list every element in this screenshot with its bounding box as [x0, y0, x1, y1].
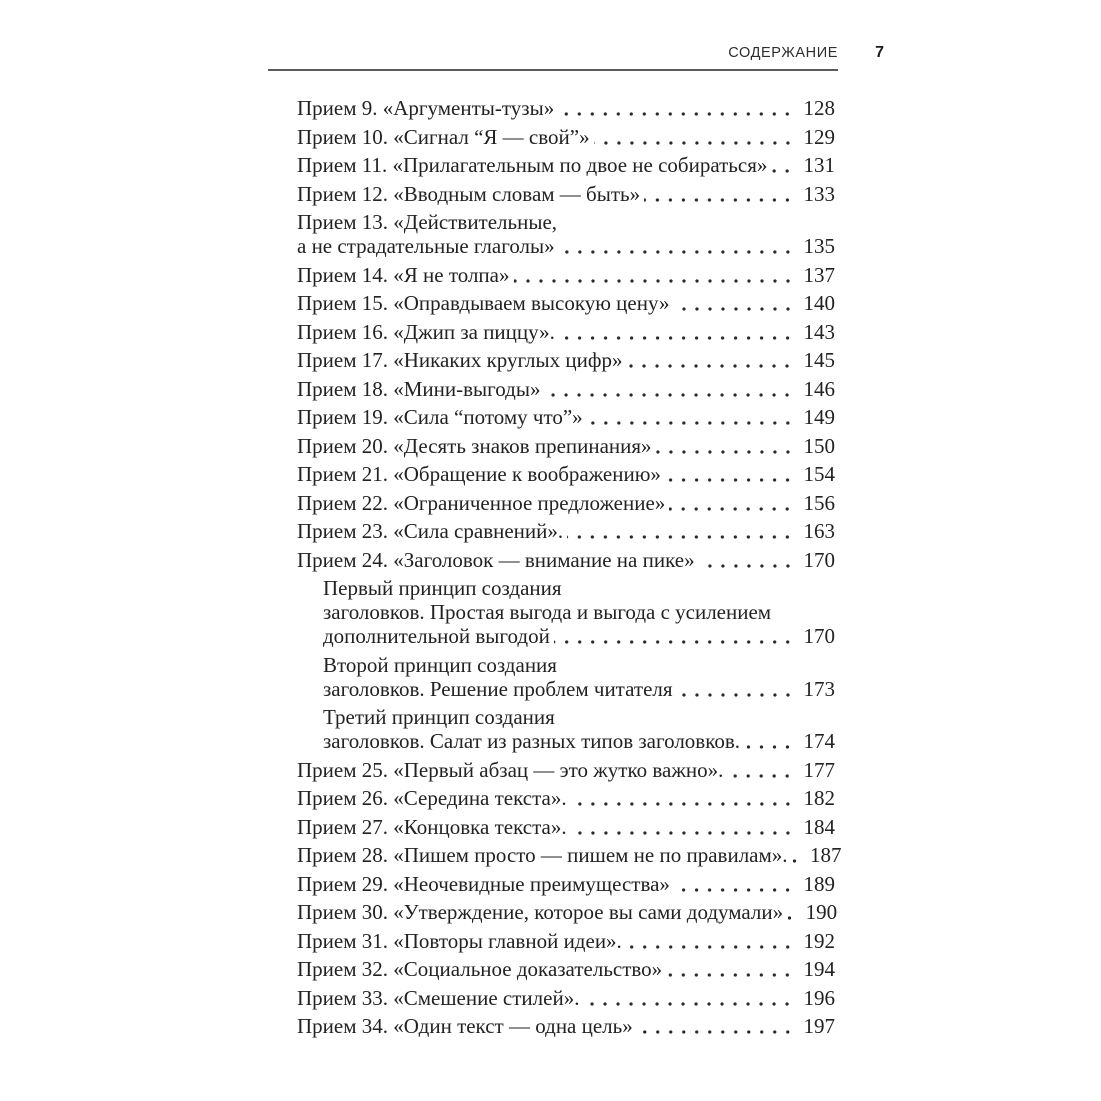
toc-entry-title: дополнительной выгодой: [323, 624, 550, 648]
toc-entry-page: 170: [803, 547, 835, 572]
toc-entry-page: 150: [803, 433, 835, 458]
toc-entry-line: [297, 291, 835, 315]
toc-entry: [297, 758, 835, 782]
toc-entry-line: [297, 182, 835, 206]
toc-entry-page: 177: [803, 757, 835, 782]
toc-entry-page: 156: [803, 490, 835, 515]
toc-entry: [297, 986, 835, 1010]
toc-entry: [297, 125, 835, 149]
toc-entry-page: 190: [805, 900, 838, 924]
dot-leader: [674, 872, 795, 896]
dot-leader: [626, 929, 795, 953]
toc-entry: [297, 576, 835, 648]
toc-entry-title: Прием 28. «Пишем просто — пишем не по правилам».: [297, 843, 788, 867]
toc-entry-title: Прием 22. «Ограниченное предложение»: [297, 490, 666, 515]
toc-entry-line: [297, 758, 835, 782]
toc-entry-page: 194: [803, 957, 835, 981]
toc-entry-page: 163: [803, 519, 835, 543]
dot-leader: [727, 758, 795, 782]
toc-entry-line: Третий принцип создания: [323, 705, 555, 729]
dot-leader: [744, 729, 795, 753]
toc-entry-page: 135: [803, 234, 835, 258]
toc-entry-title: Прием 23. «Сила сравнений».: [297, 519, 564, 543]
toc-entry-title: заголовков. Решение проблем читателя: [323, 676, 673, 701]
toc-entry: [297, 434, 835, 458]
toc-entry-title: Прием 26. «Середина текста».: [297, 786, 567, 810]
toc-entry-line: [297, 491, 835, 515]
toc-entry-page: 170: [803, 624, 835, 648]
toc-entry-line: Второй принцип создания: [323, 652, 557, 677]
toc-entry-title: Прием 9. «Аргументы-тузы»: [297, 96, 555, 120]
toc-entry: [297, 153, 835, 177]
toc-entry: [297, 491, 835, 515]
toc-entry: [297, 1014, 835, 1038]
toc-entry-line: [323, 729, 835, 753]
toc-entry-page: 149: [803, 405, 835, 429]
toc-entry-title: Прием 34. «Один текст — одна цель»: [297, 1014, 633, 1038]
toc-entry-line: [297, 548, 835, 572]
toc-entry-title: Прием 14. «Я не толпа»: [297, 262, 510, 287]
toc-entry-page: 140: [803, 291, 835, 315]
dot-leader: [665, 462, 795, 486]
toc-entry-line: Первый принцип создания: [323, 576, 562, 600]
toc-entry: [297, 843, 842, 867]
running-header-title: СОДЕРЖАНИЕ: [728, 45, 838, 61]
dot-leader: [554, 624, 795, 648]
toc-entry-page: 187: [810, 843, 842, 867]
toc-entry: [297, 377, 835, 401]
toc-entry-line: [297, 786, 835, 810]
running-header: [268, 44, 884, 62]
toc-entry-title: Прием 16. «Джип за пиццу».: [297, 319, 555, 344]
toc-entry: [297, 786, 835, 810]
dot-leader: [567, 519, 795, 543]
toc-entry: [297, 96, 835, 120]
toc-entry-page: 184: [803, 814, 835, 839]
toc-entry: [297, 957, 835, 981]
toc-entry-page: 196: [803, 985, 835, 1010]
toc-entry-line: [297, 96, 835, 120]
toc-entry-line: [297, 957, 835, 981]
toc-entry-line: [297, 405, 835, 429]
toc-entry: [297, 263, 835, 287]
dot-leader: [626, 348, 795, 372]
dot-leader: [559, 234, 795, 258]
toc-entry-title: Прием 32. «Социальное доказательство»: [297, 957, 663, 981]
toc-entry-line: [297, 872, 835, 896]
dot-leader: [699, 548, 795, 572]
toc-entry: [297, 929, 835, 953]
toc-entry-line: [297, 900, 838, 924]
dot-leader: [559, 320, 795, 344]
dot-leader: [583, 986, 795, 1010]
toc-entry-title: Прием 21. «Обращение к воображению»: [297, 462, 661, 486]
toc-entry-page: 154: [803, 462, 835, 486]
toc-entry: [297, 348, 835, 372]
toc-entry-title: Прием 17. «Никаких круглых цифр»: [297, 348, 623, 372]
toc-entry-page: 137: [803, 262, 835, 287]
toc-entry-line: [297, 519, 835, 543]
toc-entry: [297, 182, 835, 206]
toc-entry-line: заголовков. Простая выгода и выгода с усилением: [323, 600, 772, 624]
toc-entry: [297, 405, 835, 429]
dot-leader: [674, 291, 795, 315]
page-number: 7: [875, 44, 884, 61]
toc-entry-line: [297, 348, 835, 372]
toc-entry-line: [297, 929, 835, 953]
dot-leader: [514, 263, 796, 287]
toc-entry-title: Прием 29. «Неочевидные преимущества»: [297, 871, 670, 896]
toc-entry-title: Прием 31. «Повторы главной идеи».: [297, 928, 622, 953]
toc-entry-title: Прием 20. «Десять знаков препинания»: [297, 433, 652, 458]
dot-leader: [544, 377, 795, 401]
dot-leader: [637, 1014, 795, 1038]
toc-entry-page: 129: [803, 124, 835, 149]
toc-entry: [297, 519, 835, 543]
toc-entry-page: 128: [803, 96, 835, 120]
toc-entry-line: [297, 815, 835, 839]
dot-leader: [558, 96, 795, 120]
toc-entry-line: Прием 13. «Действительные,: [297, 210, 558, 234]
dot-leader: [771, 153, 795, 177]
toc-entry-page: 174: [803, 729, 835, 753]
toc-entry-title: Прием 15. «Оправдываем высокую цену»: [297, 291, 670, 315]
dot-leader: [677, 677, 795, 701]
toc-entry-page: 146: [803, 376, 835, 401]
toc-entry-line: [297, 986, 835, 1010]
toc-entry-line: [297, 434, 835, 458]
dot-leader: [644, 182, 795, 206]
toc-entry-title: Прием 33. «Смешение стилей».: [297, 985, 580, 1010]
toc-entry: [297, 705, 835, 753]
toc-entry-page: 143: [803, 319, 835, 344]
toc-entry: [297, 548, 835, 572]
toc-entry-line: [297, 320, 835, 344]
dot-leader: [571, 786, 795, 810]
toc-entry-title: заголовков. Салат из разных типов заголовков.: [323, 729, 741, 753]
toc-entry-line: [297, 843, 842, 867]
toc-entry: [297, 462, 835, 486]
toc-entry-title: Прием 12. «Вводным словам — быть»: [297, 181, 641, 206]
toc-entry-line: [323, 677, 835, 701]
toc-entry-line: [297, 263, 835, 287]
toc-entry-line: [297, 462, 835, 486]
toc-entry: [297, 872, 835, 896]
dot-leader: [792, 843, 802, 867]
toc-entry-line: [323, 624, 835, 648]
toc-entry: [297, 815, 835, 839]
toc-entry: [297, 291, 835, 315]
toc-entry-title: Прием 27. «Концовка текста».: [297, 814, 567, 839]
header-rule: [268, 69, 838, 71]
toc-entry-title: Прием 30. «Утверждение, которое вы сами додумали»: [297, 900, 784, 924]
toc-entry: [297, 210, 835, 258]
toc-entry: [297, 900, 838, 924]
dot-leader: [669, 491, 795, 515]
dot-leader: [656, 434, 795, 458]
toc-entry: [297, 320, 835, 344]
toc-entry-title: Прием 11. «Прилагательным по двое не собираться»: [297, 153, 768, 177]
toc-entry-title: Прием 18. «Мини-выгоды»: [297, 376, 541, 401]
toc-entry-line: [297, 1014, 835, 1038]
toc-entry-page: 189: [803, 871, 835, 896]
toc-entry-page: 133: [803, 181, 835, 206]
toc-entry-page: 145: [803, 348, 835, 372]
dot-leader: [666, 957, 795, 981]
toc-entry-page: 173: [803, 676, 835, 701]
toc-entry-page: 192: [803, 928, 835, 953]
dot-leader: [587, 405, 795, 429]
toc-entry-line: [297, 125, 835, 149]
toc-entry-title: Прием 25. «Первый абзац — это жутко важно».: [297, 757, 724, 782]
toc-entry-page: 182: [803, 786, 835, 810]
toc-list: [297, 96, 842, 1043]
toc-entry-title: Прием 19. «Сила “потому что”»: [297, 405, 583, 429]
dot-leader: [594, 125, 795, 149]
toc-entry-title: Прием 24. «Заголовок — внимание на пике»: [297, 547, 695, 572]
toc-entry-title: Прием 10. «Сигнал “Я — свой”»: [297, 124, 590, 149]
toc-entry-line: [297, 153, 835, 177]
toc-entry-title: а не страдательные глаголы»: [297, 234, 555, 258]
dot-leader: [571, 815, 795, 839]
toc-entry-line: [297, 377, 835, 401]
dot-leader: [787, 900, 797, 924]
toc-entry-page: 131: [803, 153, 835, 177]
toc-entry-line: [297, 234, 835, 258]
toc-entry: [297, 653, 835, 701]
toc-entry-page: 197: [803, 1014, 835, 1038]
